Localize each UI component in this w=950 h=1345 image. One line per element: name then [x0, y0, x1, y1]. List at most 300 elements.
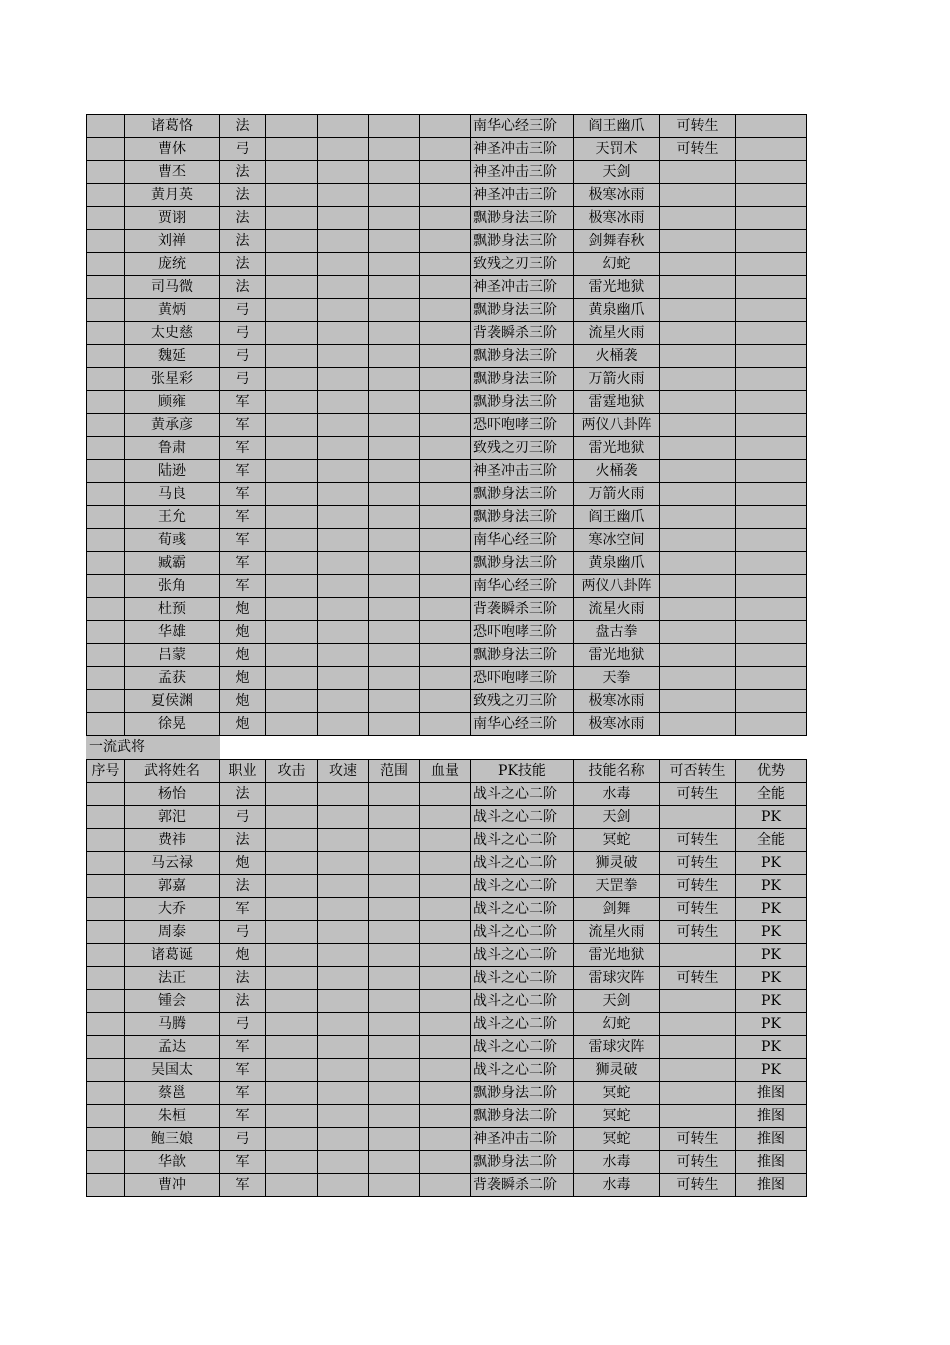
- hp-cell: [420, 253, 471, 276]
- rebirth-cell: 可转生: [660, 1151, 736, 1174]
- hp-cell: [420, 944, 471, 967]
- pk-skill-cell: 神圣冲击三阶: [471, 138, 574, 161]
- job-cell: 军: [220, 552, 266, 575]
- range-cell: [369, 921, 420, 944]
- rebirth-cell: [660, 690, 736, 713]
- skill-name-cell: 盘古拳: [574, 621, 660, 644]
- pk-skill-cell: 战斗之心二阶: [471, 1036, 574, 1059]
- speed-cell: [318, 967, 369, 990]
- skill-name-cell: 剑舞: [574, 898, 660, 921]
- attack-cell: [266, 1128, 318, 1151]
- speed-cell: [318, 138, 369, 161]
- job-cell: 法: [220, 276, 266, 299]
- speed-cell: [318, 368, 369, 391]
- job-cell: 军: [220, 483, 266, 506]
- job-cell: 法: [220, 990, 266, 1013]
- rebirth-cell: 可转生: [660, 115, 736, 138]
- rebirth-cell: [660, 345, 736, 368]
- hp-cell: [420, 437, 471, 460]
- skill-name-cell: 万箭火雨: [574, 483, 660, 506]
- job-cell: 军: [220, 1151, 266, 1174]
- table-row: [87, 829, 807, 852]
- job-cell: 弓: [220, 368, 266, 391]
- job-cell: 法: [220, 253, 266, 276]
- job-cell: 军: [220, 391, 266, 414]
- advantage-cell: [736, 552, 807, 575]
- advantage-cell: [736, 460, 807, 483]
- hp-cell: [420, 184, 471, 207]
- advantage-cell: [736, 184, 807, 207]
- hp-cell: [420, 575, 471, 598]
- table-row: [87, 207, 807, 230]
- rebirth-cell: 可转生: [660, 783, 736, 806]
- attack-cell: [266, 598, 318, 621]
- skill-name-cell: 幻蛇: [574, 253, 660, 276]
- job-cell: 弓: [220, 138, 266, 161]
- job-cell: 炮: [220, 690, 266, 713]
- index-cell: [87, 806, 125, 829]
- advantage-cell: [736, 414, 807, 437]
- name-cell: 杜预: [125, 598, 220, 621]
- speed-cell: [318, 806, 369, 829]
- range-cell: [369, 1105, 420, 1128]
- attack-cell: [266, 1082, 318, 1105]
- range-cell: [369, 506, 420, 529]
- attack-cell: [266, 898, 318, 921]
- pk-skill-cell: 恐吓咆哮三阶: [471, 414, 574, 437]
- hp-cell: [420, 829, 471, 852]
- rebirth-cell: [660, 414, 736, 437]
- table-row: [87, 783, 807, 806]
- job-cell: 军: [220, 1059, 266, 1082]
- skill-name-cell: 流星火雨: [574, 322, 660, 345]
- range-cell: [369, 644, 420, 667]
- pk-skill-cell: 恐吓咆哮三阶: [471, 667, 574, 690]
- pk-skill-cell: 战斗之心二阶: [471, 783, 574, 806]
- range-cell: [369, 437, 420, 460]
- pk-skill-cell: 背袭瞬杀三阶: [471, 322, 574, 345]
- header-job: 职业: [220, 760, 266, 783]
- name-cell: 孟获: [125, 667, 220, 690]
- job-cell: 弓: [220, 322, 266, 345]
- pk-skill-cell: 背袭瞬杀三阶: [471, 598, 574, 621]
- index-cell: [87, 253, 125, 276]
- advantage-cell: [736, 437, 807, 460]
- speed-cell: [318, 713, 369, 736]
- table-row: [87, 875, 807, 898]
- rebirth-cell: [660, 1059, 736, 1082]
- skill-name-cell: 水毒: [574, 1151, 660, 1174]
- range-cell: [369, 230, 420, 253]
- index-cell: [87, 529, 125, 552]
- job-cell: 炮: [220, 667, 266, 690]
- pk-skill-cell: 飘渺身法二阶: [471, 1082, 574, 1105]
- advantage-cell: [736, 667, 807, 690]
- attack-cell: [266, 506, 318, 529]
- attack-cell: [266, 1013, 318, 1036]
- table-row: [87, 230, 807, 253]
- name-cell: 陆逊: [125, 460, 220, 483]
- name-cell: 鲁肃: [125, 437, 220, 460]
- name-cell: 马良: [125, 483, 220, 506]
- rebirth-cell: [660, 575, 736, 598]
- speed-cell: [318, 184, 369, 207]
- attack-cell: [266, 299, 318, 322]
- range-cell: [369, 460, 420, 483]
- job-cell: 军: [220, 898, 266, 921]
- table-row: [87, 437, 807, 460]
- skill-name-cell: 极寒冰雨: [574, 184, 660, 207]
- pk-skill-cell: 南华心经三阶: [471, 529, 574, 552]
- job-cell: 弓: [220, 1128, 266, 1151]
- skill-name-cell: 流星火雨: [574, 598, 660, 621]
- index-cell: [87, 299, 125, 322]
- speed-cell: [318, 1059, 369, 1082]
- job-cell: 炮: [220, 713, 266, 736]
- skill-name-cell: 极寒冰雨: [574, 207, 660, 230]
- attack-cell: [266, 1105, 318, 1128]
- index-cell: [87, 829, 125, 852]
- advantage-cell: [736, 253, 807, 276]
- range-cell: [369, 1059, 420, 1082]
- table-row: [87, 575, 807, 598]
- index-cell: [87, 644, 125, 667]
- index-cell: [87, 852, 125, 875]
- name-cell: 臧霸: [125, 552, 220, 575]
- table-row: [87, 1105, 807, 1128]
- pk-skill-cell: 战斗之心二阶: [471, 806, 574, 829]
- rebirth-cell: [660, 529, 736, 552]
- job-cell: 军: [220, 529, 266, 552]
- pk-skill-cell: 飘渺身法三阶: [471, 368, 574, 391]
- pk-skill-cell: 飘渺身法三阶: [471, 207, 574, 230]
- index-cell: [87, 184, 125, 207]
- table-row: [87, 806, 807, 829]
- advantage-cell: [736, 276, 807, 299]
- skill-name-cell: 天罡拳: [574, 875, 660, 898]
- hp-cell: [420, 161, 471, 184]
- index-cell: [87, 944, 125, 967]
- index-cell: [87, 713, 125, 736]
- table-row: [87, 967, 807, 990]
- range-cell: [369, 898, 420, 921]
- advantage-cell: 推图: [736, 1128, 807, 1151]
- job-cell: 弓: [220, 806, 266, 829]
- attack-cell: [266, 437, 318, 460]
- hp-cell: [420, 667, 471, 690]
- range-cell: [369, 783, 420, 806]
- pk-skill-cell: 飘渺身法三阶: [471, 644, 574, 667]
- range-cell: [369, 368, 420, 391]
- range-cell: [369, 1151, 420, 1174]
- index-cell: [87, 138, 125, 161]
- table-row: [87, 529, 807, 552]
- range-cell: [369, 161, 420, 184]
- rebirth-cell: [660, 161, 736, 184]
- pk-skill-cell: 飘渺身法三阶: [471, 506, 574, 529]
- speed-cell: [318, 1105, 369, 1128]
- hp-cell: [420, 598, 471, 621]
- rebirth-cell: [660, 276, 736, 299]
- advantage-cell: [736, 207, 807, 230]
- name-cell: 顾雍: [125, 391, 220, 414]
- hp-cell: [420, 852, 471, 875]
- job-cell: 炮: [220, 852, 266, 875]
- table-row: [87, 598, 807, 621]
- rebirth-cell: 可转生: [660, 875, 736, 898]
- pk-skill-cell: 飘渺身法三阶: [471, 299, 574, 322]
- pk-skill-cell: 飘渺身法二阶: [471, 1151, 574, 1174]
- speed-cell: [318, 875, 369, 898]
- range-cell: [369, 829, 420, 852]
- range-cell: [369, 713, 420, 736]
- hp-cell: [420, 345, 471, 368]
- name-cell: 吴国太: [125, 1059, 220, 1082]
- table-row: [87, 990, 807, 1013]
- speed-cell: [318, 460, 369, 483]
- index-cell: [87, 161, 125, 184]
- table-header-row: [87, 760, 807, 783]
- index-cell: [87, 990, 125, 1013]
- name-cell: 诸葛恪: [125, 115, 220, 138]
- skill-name-cell: 冥蛇: [574, 1128, 660, 1151]
- hp-cell: [420, 1105, 471, 1128]
- hp-cell: [420, 483, 471, 506]
- advantage-cell: PK: [736, 944, 807, 967]
- speed-cell: [318, 1151, 369, 1174]
- range-cell: [369, 552, 420, 575]
- attack-cell: [266, 529, 318, 552]
- name-cell: 华歆: [125, 1151, 220, 1174]
- range-cell: [369, 414, 420, 437]
- top-hero-table: [86, 114, 807, 736]
- skill-name-cell: 天剑: [574, 990, 660, 1013]
- attack-cell: [266, 230, 318, 253]
- rebirth-cell: [660, 184, 736, 207]
- speed-cell: [318, 1174, 369, 1197]
- range-cell: [369, 115, 420, 138]
- index-cell: [87, 1036, 125, 1059]
- table-row: [87, 1059, 807, 1082]
- index-cell: [87, 1128, 125, 1151]
- table-row: [87, 690, 807, 713]
- table-row: [87, 852, 807, 875]
- table-row: [87, 644, 807, 667]
- hp-cell: [420, 1128, 471, 1151]
- name-cell: 王允: [125, 506, 220, 529]
- pk-skill-cell: 战斗之心二阶: [471, 898, 574, 921]
- hp-cell: [420, 898, 471, 921]
- advantage-cell: [736, 598, 807, 621]
- table-row: [87, 667, 807, 690]
- attack-cell: [266, 944, 318, 967]
- header-pk-skill: PK技能: [471, 760, 574, 783]
- job-cell: 军: [220, 1082, 266, 1105]
- advantage-cell: [736, 368, 807, 391]
- name-cell: 司马微: [125, 276, 220, 299]
- attack-cell: [266, 207, 318, 230]
- name-cell: 郭汜: [125, 806, 220, 829]
- rebirth-cell: [660, 1082, 736, 1105]
- pk-skill-cell: 战斗之心二阶: [471, 967, 574, 990]
- job-cell: 炮: [220, 598, 266, 621]
- skill-name-cell: 火桶袭: [574, 345, 660, 368]
- range-cell: [369, 345, 420, 368]
- header-speed: 攻速: [318, 760, 369, 783]
- table-row: [87, 1151, 807, 1174]
- rebirth-cell: [660, 621, 736, 644]
- index-cell: [87, 575, 125, 598]
- pk-skill-cell: 南华心经三阶: [471, 575, 574, 598]
- job-cell: 弓: [220, 299, 266, 322]
- name-cell: 周泰: [125, 921, 220, 944]
- name-cell: 华雄: [125, 621, 220, 644]
- advantage-cell: 全能: [736, 829, 807, 852]
- index-cell: [87, 875, 125, 898]
- skill-name-cell: 阎王幽爪: [574, 115, 660, 138]
- speed-cell: [318, 690, 369, 713]
- range-cell: [369, 299, 420, 322]
- hp-cell: [420, 322, 471, 345]
- rebirth-cell: [660, 299, 736, 322]
- name-cell: 鲍三娘: [125, 1128, 220, 1151]
- index-cell: [87, 1059, 125, 1082]
- index-cell: [87, 1174, 125, 1197]
- skill-name-cell: 雷光地狱: [574, 944, 660, 967]
- name-cell: 刘禅: [125, 230, 220, 253]
- advantage-cell: PK: [736, 898, 807, 921]
- skill-name-cell: 水毒: [574, 783, 660, 806]
- table-row: [87, 299, 807, 322]
- index-cell: [87, 276, 125, 299]
- header-hp: 血量: [420, 760, 471, 783]
- job-cell: 法: [220, 967, 266, 990]
- name-cell: 张角: [125, 575, 220, 598]
- table-row: [87, 460, 807, 483]
- job-cell: 法: [220, 783, 266, 806]
- advantage-cell: PK: [736, 852, 807, 875]
- rebirth-cell: [660, 322, 736, 345]
- rebirth-cell: [660, 230, 736, 253]
- table-row: [87, 713, 807, 736]
- job-cell: 军: [220, 460, 266, 483]
- spreadsheet: [86, 114, 807, 1197]
- rebirth-cell: [660, 483, 736, 506]
- advantage-cell: PK: [736, 967, 807, 990]
- speed-cell: [318, 437, 369, 460]
- index-cell: [87, 598, 125, 621]
- skill-name-cell: 火桶袭: [574, 460, 660, 483]
- attack-cell: [266, 276, 318, 299]
- header-advantage: 优势: [736, 760, 807, 783]
- speed-cell: [318, 299, 369, 322]
- attack-cell: [266, 644, 318, 667]
- index-cell: [87, 483, 125, 506]
- hp-cell: [420, 391, 471, 414]
- range-cell: [369, 875, 420, 898]
- rebirth-cell: [660, 207, 736, 230]
- hp-cell: [420, 713, 471, 736]
- speed-cell: [318, 1128, 369, 1151]
- skill-name-cell: 天剑: [574, 161, 660, 184]
- table-row: [87, 115, 807, 138]
- hp-cell: [420, 644, 471, 667]
- index-cell: [87, 921, 125, 944]
- skill-name-cell: 寒冰空间: [574, 529, 660, 552]
- advantage-cell: [736, 161, 807, 184]
- rebirth-cell: 可转生: [660, 898, 736, 921]
- attack-cell: [266, 783, 318, 806]
- attack-cell: [266, 575, 318, 598]
- attack-cell: [266, 852, 318, 875]
- advantage-cell: [736, 230, 807, 253]
- job-cell: 军: [220, 1036, 266, 1059]
- range-cell: [369, 276, 420, 299]
- skill-name-cell: 两仪八卦阵: [574, 414, 660, 437]
- rebirth-cell: 可转生: [660, 852, 736, 875]
- job-cell: 军: [220, 437, 266, 460]
- attack-cell: [266, 184, 318, 207]
- advantage-cell: [736, 483, 807, 506]
- attack-cell: [266, 621, 318, 644]
- attack-cell: [266, 967, 318, 990]
- name-cell: 大乔: [125, 898, 220, 921]
- name-cell: 马云禄: [125, 852, 220, 875]
- advantage-cell: 推图: [736, 1174, 807, 1197]
- advantage-cell: [736, 322, 807, 345]
- hp-cell: [420, 138, 471, 161]
- advantage-cell: PK: [736, 990, 807, 1013]
- range-cell: [369, 184, 420, 207]
- table-row: [87, 322, 807, 345]
- skill-name-cell: 天拳: [574, 667, 660, 690]
- job-cell: 军: [220, 414, 266, 437]
- rebirth-cell: [660, 1013, 736, 1036]
- range-cell: [369, 1082, 420, 1105]
- attack-cell: [266, 1059, 318, 1082]
- hp-cell: [420, 230, 471, 253]
- speed-cell: [318, 852, 369, 875]
- pk-skill-cell: 战斗之心二阶: [471, 921, 574, 944]
- pk-skill-cell: 神圣冲击三阶: [471, 184, 574, 207]
- name-cell: 杨怡: [125, 783, 220, 806]
- index-cell: [87, 621, 125, 644]
- speed-cell: [318, 276, 369, 299]
- advantage-cell: [736, 690, 807, 713]
- name-cell: 曹休: [125, 138, 220, 161]
- rebirth-cell: 可转生: [660, 829, 736, 852]
- rebirth-cell: [660, 806, 736, 829]
- speed-cell: [318, 921, 369, 944]
- speed-cell: [318, 829, 369, 852]
- attack-cell: [266, 552, 318, 575]
- hp-cell: [420, 115, 471, 138]
- rebirth-cell: [660, 253, 736, 276]
- speed-cell: [318, 391, 369, 414]
- hp-cell: [420, 783, 471, 806]
- skill-name-cell: 天剑: [574, 806, 660, 829]
- rebirth-cell: [660, 506, 736, 529]
- speed-cell: [318, 575, 369, 598]
- advantage-cell: 推图: [736, 1105, 807, 1128]
- hp-cell: [420, 967, 471, 990]
- name-cell: 太史慈: [125, 322, 220, 345]
- speed-cell: [318, 621, 369, 644]
- table-row: [87, 1174, 807, 1197]
- pk-skill-cell: 恐吓咆哮三阶: [471, 621, 574, 644]
- job-cell: 法: [220, 829, 266, 852]
- rebirth-cell: [660, 713, 736, 736]
